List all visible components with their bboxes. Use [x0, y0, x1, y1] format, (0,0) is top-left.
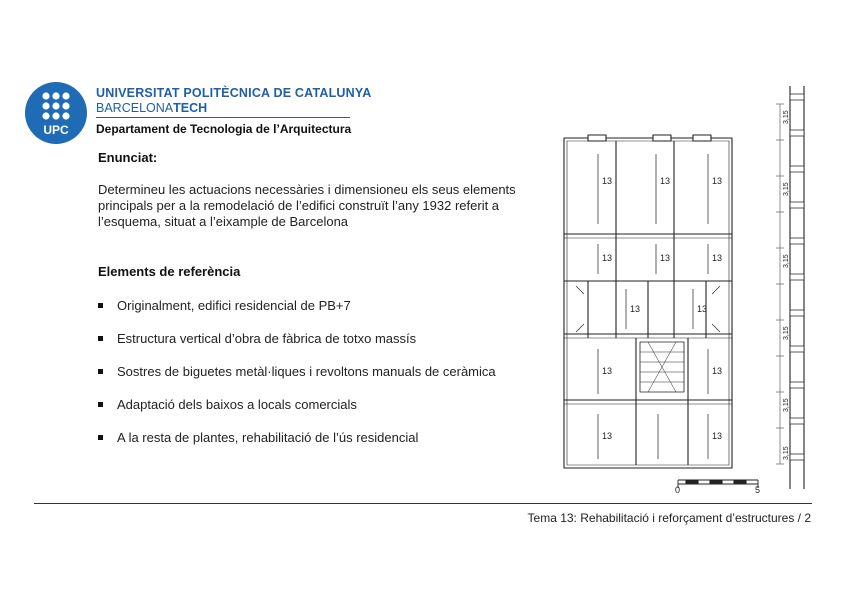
university-name: UNIVERSITAT POLITÈCNICA DE CATALUNYA — [96, 86, 372, 100]
span-label: 13 — [712, 366, 723, 376]
span-label: 13 — [712, 176, 723, 186]
span-label: 13 — [602, 366, 613, 376]
scale-label: 0 — [675, 485, 681, 494]
list-item — [98, 331, 496, 364]
section-level-label: 3,15 — [783, 446, 790, 460]
section-level-label: 3,15 — [783, 110, 790, 124]
university-city-tech: TECH — [173, 101, 208, 115]
statement-text: Determineu les actuacions necessàries i dimensioneu els seus elements principals per a la remodelació de l’edifici construït l’any 1932 referit a l’esquema, situat a l’eixample de Barcelona — [98, 182, 516, 229]
span-label: 13 — [602, 253, 613, 263]
section-level-label: 3,15 — [783, 254, 790, 268]
footer-caption: Tema 13: Rehabilitació i reforçament d’estructures / 2 — [527, 511, 811, 525]
span-label: 13 — [660, 253, 671, 263]
bullet-icon — [98, 336, 103, 341]
list-item — [98, 397, 496, 430]
statement-heading: Enunciat: — [98, 150, 158, 165]
span-label: 13 — [712, 253, 723, 263]
bullet-icon — [98, 303, 103, 308]
department-name: Departament de Tecnologia de l’Arquitectura — [96, 122, 352, 136]
list-item — [98, 430, 496, 463]
bullet-icon — [98, 435, 103, 440]
footer-divider — [34, 503, 812, 504]
university-city-name: BARCELONA — [96, 101, 174, 115]
span-label: 13 — [697, 304, 708, 314]
university-city — [96, 101, 372, 115]
list-item-text: Adaptació dels baixos a locals comercials — [117, 397, 357, 412]
header-divider — [96, 117, 350, 118]
list-item-text: Originalment, edifici residencial de PB+7 — [117, 298, 351, 313]
list-item — [98, 298, 496, 331]
references-list — [98, 298, 496, 463]
scale-label: 5 — [755, 485, 761, 494]
university-block — [96, 86, 372, 115]
section-level-label: 3,15 — [783, 326, 790, 340]
references-heading: Elements de referència — [98, 264, 241, 279]
list-item-text: Estructura vertical d’obra de fàbrica de totxo massís — [117, 331, 417, 346]
span-label: 13 — [602, 431, 613, 441]
list-item — [98, 364, 496, 397]
section-level-label: 3,15 — [783, 398, 790, 412]
span-label: 13 — [712, 431, 723, 441]
span-label: 13 — [660, 176, 671, 186]
list-item-text: A la resta de plantes, rehabilitació de l’ús residencial — [117, 430, 419, 445]
section-level-label: 3,15 — [783, 182, 790, 196]
span-label: 13 — [602, 176, 613, 186]
upc-logo — [25, 82, 87, 144]
floor-plan-sketch — [558, 84, 820, 494]
span-label: 13 — [630, 304, 641, 314]
upc-logo-text: UPC — [43, 123, 69, 137]
bullet-icon — [98, 402, 103, 407]
list-item-text: Sostres de biguetes metàl·liques i revoltons manuals de ceràmica — [117, 364, 496, 379]
bullet-icon — [98, 369, 103, 374]
